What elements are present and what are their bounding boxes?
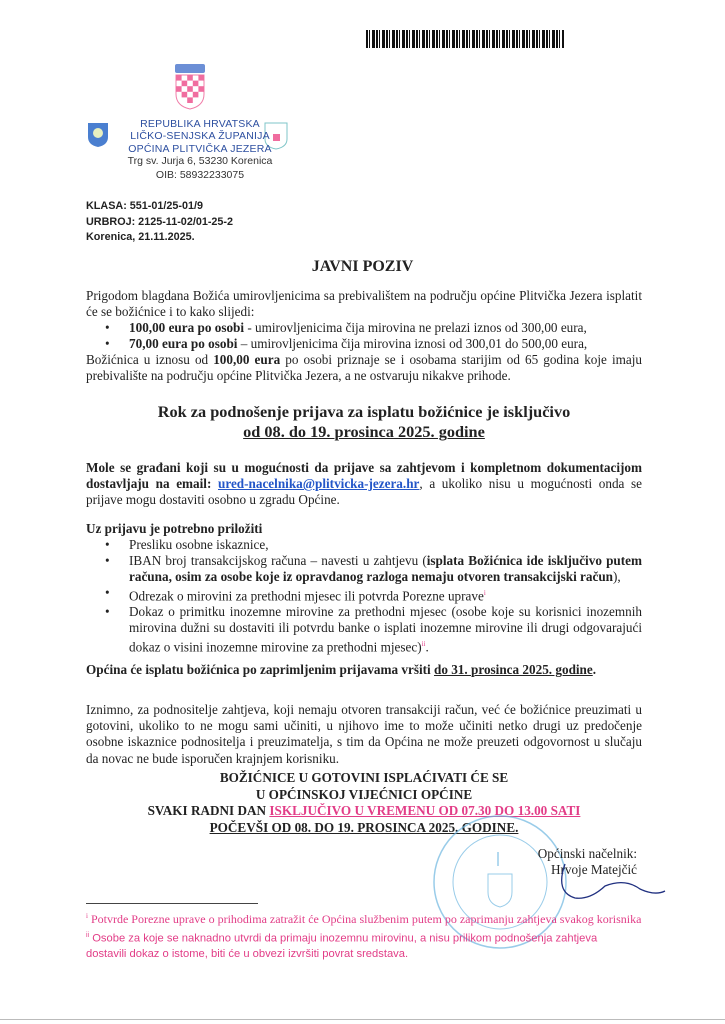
page-bottom-edge — [0, 1019, 725, 1020]
list-item: • Presliku osobne iskaznice, — [129, 537, 642, 553]
org-line: OPĆINA PLITVIČKA JEZERA — [128, 142, 272, 155]
intro-extra: Božićnica u iznosu od 100,00 eura po osobi priznaje se i osobama starijim od 65 godina koje imaju prebivalište na području općine Plitvička Jezera, a ne ostvaruju nikakve prihode. — [86, 352, 642, 383]
footnote-ref: i — [483, 589, 486, 597]
handwritten-signature — [545, 862, 670, 902]
page-title: JAVNI POZIV — [311, 258, 414, 275]
cash-payment-notice: BOŽIĆNICE U GOTOVINI ISPLAĆIVATI ĆE SE U OPĆINSKOJ VIJEĆNICI OPĆINE SVAKI RADNI DAN ISKLJUČIVO U VREMENU OD 07.30 DO 13.00 SATI POČEVŠI OD 08. DO 19. PROSINCA 2025. GODINE. — [147, 770, 581, 835]
email-link[interactable]: ured-nacelnika@plitvicka-jezera.hr — [218, 476, 420, 492]
list-item: • IBAN broj transakcijskog računa – navesti u zahtjevu (isplata Božićnica ide isključivo putem računa, osim za osobe koje iz opravdanog razloga nemaju otvoren transakcijski račun), — [129, 553, 642, 585]
attachments-heading: Uz prijavu je potrebno priložiti — [86, 521, 263, 536]
oib: OIB: 58932233075 — [155, 169, 245, 181]
organization-header — [100, 118, 300, 155]
croatian-coat-of-arms-icon — [172, 64, 208, 110]
intro-section — [86, 288, 642, 384]
list-item: • Dokaz o primitku inozemne mirovine za prethodni mjesec (osobe koje su korisnici inozemnih mirovina dužni su dostaviti ili potvrdu banke o isplati inozemne mirovine ili drugi odgovarajući dokaz o visini inozemne mirovine za prethodni mjesec)$^{ii}$. — [129, 604, 642, 655]
footnotes — [86, 909, 666, 962]
attachments-section — [86, 521, 642, 656]
place-date: Korenica, 21.11.2025. — [86, 231, 195, 243]
list-item: • 70,00 eura po osobi – umirovljenicima čija mirovina iznosi od 300,01 do 500,00 eura, — [129, 336, 642, 352]
payment-deadline: Općina će isplatu božićnica po zaprimljenim prijavama vršiti do 31. prosinca 2025. godine. — [86, 662, 597, 677]
org-line: REPUBLIKA HRVATSKA — [140, 118, 260, 130]
urbroj: URBROJ: 2125-11-02/01-25-2 — [86, 215, 234, 228]
org-line: LIČKO-SENJSKA ŽUPANIJA — [130, 130, 270, 143]
deadline-heading: Rok za podnošenje prijava za isplatu božićnice je isključivo od 08. do 19. prosinca 2025. godine — [157, 402, 571, 441]
address: Trg sv. Jurja 6, 53230 Korenica — [127, 155, 273, 167]
footnote-ref: ii — [421, 640, 426, 649]
exception-paragraph: Iznimno, za podnositelje zahtjeva, koji nemaju otvoren transakciji račun, već će božićnice preuzimati u gotovini, ukoliko to ne mogu sami učiniti, u njihovo ime to može učiniti netko drugi uz predočenje osobne iskaznice podnositelja i preuzimatelja, s tim da Općina ne može preuzeti odgovornost u slučaju da novac ne bude isporučen krajnjem korisniku. — [86, 702, 642, 766]
footnote-divider — [86, 903, 258, 904]
klasa: KLASA: 551-01/25-01/9 — [86, 200, 204, 212]
intro-text: Prigodom blagdana Božića umirovljenicima sa prebivalištem na području općine Plitvička Jezera isplatit će se božićnice i to kako slijedi: — [86, 288, 642, 319]
list-item: • Odrezak o mirovini za prethodni mjesec ili potvrda Porezne uprave$^i$ — [129, 585, 642, 604]
footnote: $^i$ Potvrde Porezne uprave o prihodima zatražit će Općina službenim putem po zaprimanju zahtjeva svakog korisnika — [86, 912, 642, 926]
signatory-role: Općinski načelnik: — [537, 846, 637, 861]
barcode — [366, 30, 564, 48]
document-meta — [86, 199, 233, 246]
list-item: • 100,00 eura po osobi - umirovljenicima čija mirovina ne prelazi iznos od 300,00 eura, — [129, 320, 642, 336]
submission-section: Mole se građani koji su u mogućnosti da prijave sa zahtjevom i kompletnom dokumentacijom dostavljaju na email: ured-nacelnika@plitvicka-jezera.hr, a ukoliko nisu u mogućnosti onda se prijave mogu dostaviti osobno u zgradu Općine. — [86, 460, 643, 508]
footnote: $^{ii}$ Osobe za koje se naknadno utvrdi da primaju inozemnu mirovinu, a nisu prilikom podnošenja zahtjeva dostavili dokaz o istome, biti će u obvezi izvršiti povrat sredstava. — [86, 931, 598, 960]
signatory-name: Hrvoje Matejčić — [550, 862, 637, 877]
